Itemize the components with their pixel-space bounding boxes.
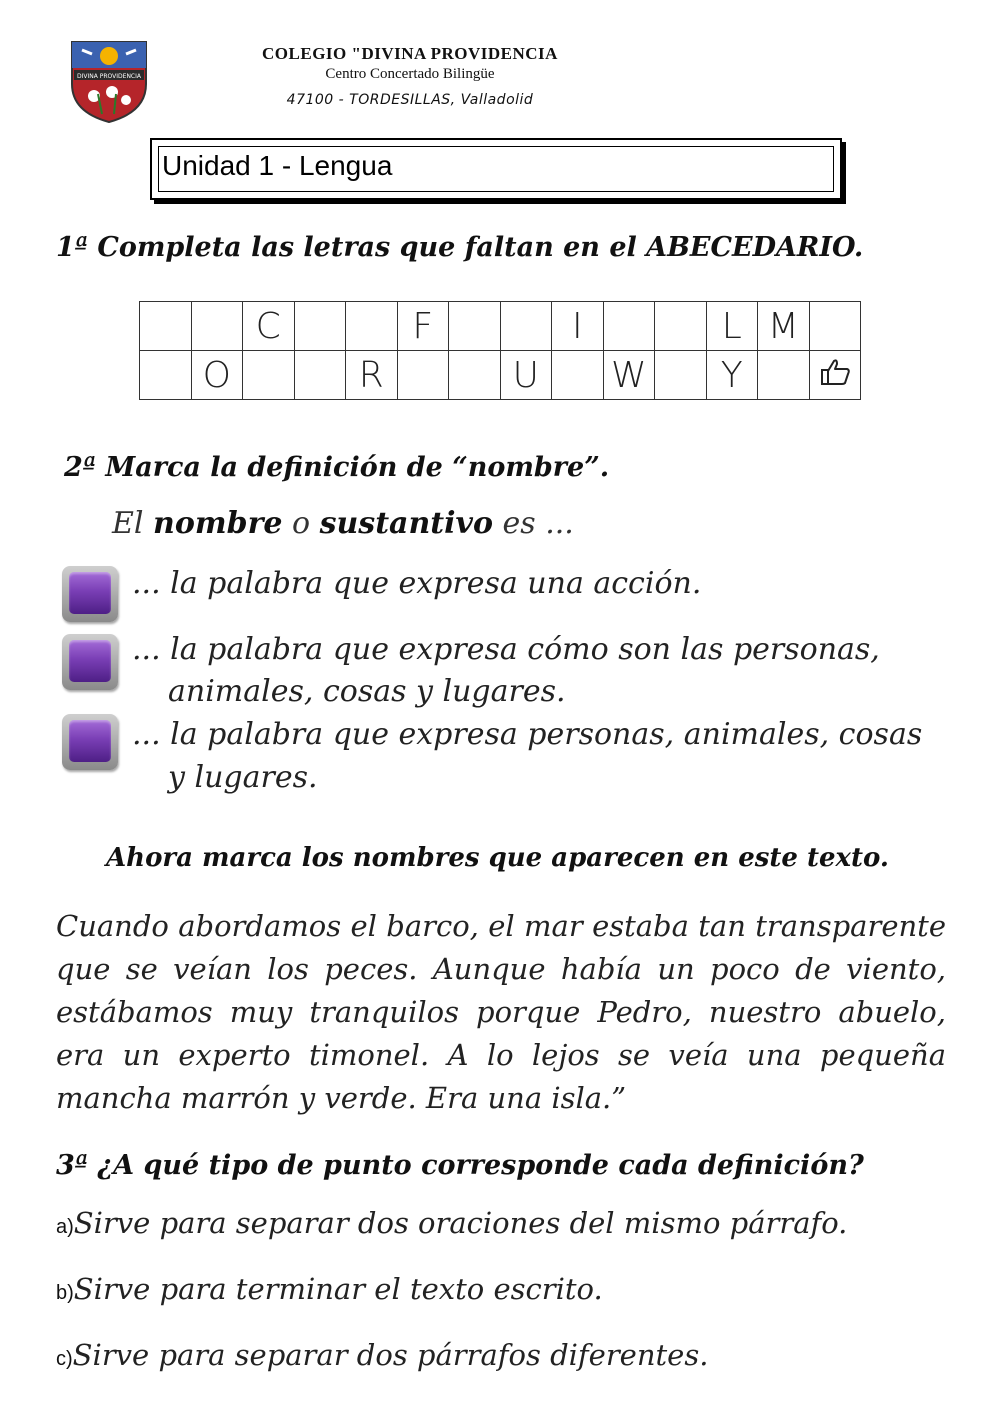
alpha-cell[interactable] [809, 302, 861, 351]
story-paragraph[interactable]: Cuando abordamos el barco, el mar estaba tan transparente que se veían los peces. Aunque había un poco de viento, estábamos muy tranquilos porque Pedro, nuestro abuelo, era un experto timonel. A lo lejos se veía una pequeña mancha marrón y verde. Era una isla.” [56, 909, 946, 1115]
q3-item-c-text[interactable]: Sirve para separar dos párrafos diferentes. [72, 1338, 709, 1372]
alpha-cell: Y [706, 351, 758, 400]
q2-heading: 2ª Marca la definición de “nombre”. [64, 452, 610, 483]
school-crest-logo [64, 34, 154, 124]
alpha-cell[interactable] [294, 351, 346, 400]
q3-item-a-text[interactable]: Sirve para separar dos oraciones del mismo párrafo. [73, 1206, 848, 1240]
q3-item-b: b)Sirve para terminar el texto escrito. [56, 1272, 603, 1306]
alpha-cell: L [706, 302, 758, 351]
keyword-nombre: nombre [153, 506, 283, 541]
alphabet-row-2 [140, 351, 861, 400]
alphabet-row-1 [140, 302, 861, 351]
option-3-text-cont: y lugares. [168, 760, 318, 795]
alpha-cell[interactable] [191, 302, 243, 351]
option-3-text: ... la palabra que expresa personas, animales, cosas [132, 717, 923, 752]
alpha-cell[interactable] [655, 302, 707, 351]
option-2-text-cont: animales, cosas y lugares. [168, 674, 566, 709]
keyword-sustantivo: sustantivo [319, 506, 494, 541]
school-name: COLEGIO "DIVINA PROVIDENCIA [262, 44, 558, 63]
alpha-cell[interactable] [758, 351, 810, 400]
page-title: Unidad 1 - Lengua [162, 150, 393, 181]
alpha-cell[interactable] [294, 302, 346, 351]
alpha-cell: F [397, 302, 449, 351]
q1-heading: 1ª Completa las letras que faltan en el ABECEDARIO. [56, 232, 864, 263]
q3-heading: 3ª ¿A qué tipo de punto corresponde cada definición? [56, 1150, 864, 1181]
alpha-cell[interactable] [346, 302, 398, 351]
q3-item-b-text[interactable]: Sirve para terminar el texto escrito. [73, 1272, 603, 1306]
alphabet-table [139, 301, 861, 400]
option-2-checkbox[interactable] [62, 634, 118, 690]
alpha-cell: R [346, 351, 398, 400]
thumbs-up-icon-cell [809, 351, 861, 400]
alpha-cell[interactable] [243, 351, 295, 400]
alpha-cell[interactable] [655, 351, 707, 400]
alpha-cell[interactable] [449, 302, 501, 351]
school-subtitle: Centro Concertado Bilingüe [325, 66, 495, 82]
alpha-cell[interactable] [140, 302, 192, 351]
school-address: 47100 - TORDESILLAS, Valladolid [286, 92, 534, 108]
alpha-cell[interactable] [500, 302, 552, 351]
alpha-cell[interactable] [140, 351, 192, 400]
q3-item-c: c)Sirve para separar dos párrafos diferentes. [56, 1338, 709, 1372]
title-box [150, 138, 842, 200]
option-3-checkbox[interactable] [62, 714, 118, 770]
q3-item-a: a)Sirve para separar dos oraciones del mismo párrafo. [56, 1206, 848, 1240]
alpha-cell[interactable] [552, 351, 604, 400]
option-2-text: ... la palabra que expresa cómo son las personas, [132, 632, 880, 667]
alpha-cell: U [500, 351, 552, 400]
logo-motto: DIVINA PROVIDENCIA [76, 73, 142, 80]
thumbs-up-icon [818, 357, 852, 387]
option-1-text: ... la palabra que expresa una acción. [132, 566, 702, 601]
q2b-heading: Ahora marca los nombres que aparecen en este texto. [106, 843, 889, 873]
alpha-cell: W [603, 351, 655, 400]
q2-intro: El nombre o sustantivo es ... [112, 506, 574, 541]
alpha-cell[interactable] [603, 302, 655, 351]
alpha-cell: I [552, 302, 604, 351]
alpha-cell[interactable] [449, 351, 501, 400]
alpha-cell: C [243, 302, 295, 351]
alpha-cell[interactable] [397, 351, 449, 400]
alpha-cell: M [758, 302, 810, 351]
option-1-checkbox[interactable] [62, 566, 118, 622]
alpha-cell: O [191, 351, 243, 400]
